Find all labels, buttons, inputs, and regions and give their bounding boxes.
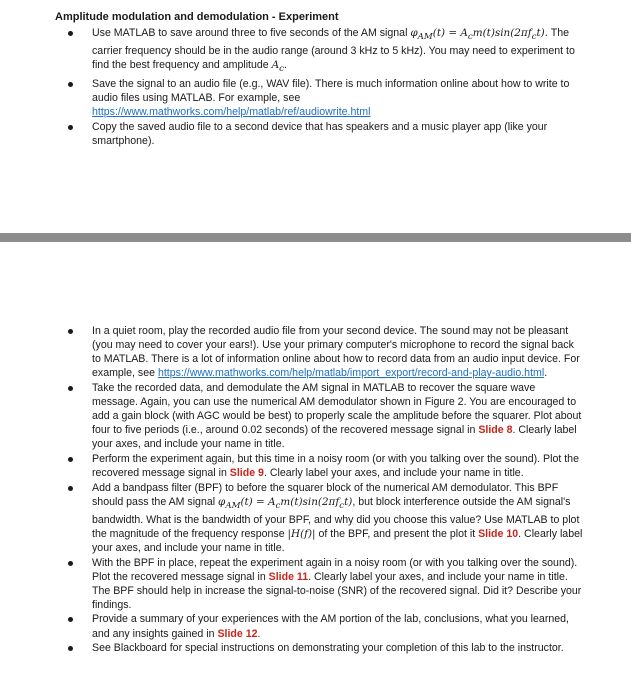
- list-item: Use MATLAB to save around three to five seconds of the AM signal $\varphi_{AM}(t) = A_cm(t)\sin(2\pi f_ct)$. The carrier frequency should be in the audio range (around 3 kHz to 5 kHz). You may need to experiment to find the best frequency and amplitude $A_c$.: [0, 26, 631, 76]
- list-item: Save the signal to an audio file (e.g., WAV file). There is much information online about how to write to audio files using MATLAB. For example, see https://www.mathworks.com/help/matlab/ref/audiowrite.html: [0, 77, 631, 119]
- document-title: Amplitude modulation and demodulation - Experiment: [55, 11, 339, 23]
- list-item: Copy the saved audio file to a second device that has speakers and a music player app (like your smartphone).: [0, 120, 631, 148]
- list-item: Perform the experiment again, but this time in a noisy room (or with you talking over the sound). Plot the recovered message signal in Slide 9. Clearly label your axes, and include your name in title.: [0, 452, 631, 480]
- slide-reference: Slide 11: [268, 570, 309, 583]
- slide-reference: Slide 10: [478, 527, 519, 540]
- amplitude-symbol: $A_c$: [271, 59, 284, 75]
- slide-reference: Slide 8: [478, 424, 513, 437]
- audiowrite-doc-link[interactable]: https://www.mathworks.com/help/matlab/ref/audiowrite.html: [92, 106, 371, 119]
- record-audio-doc-link[interactable]: https://www.mathworks.com/help/matlab/import_export/record-and-play-audio.html: [157, 367, 545, 380]
- list-item: Take the recorded data, and demodulate the AM signal in MATLAB to recover the square wave message. Again, you can use the numerical AM demodulator shown in Figure 2. You are encouraged to add a gain block (with AGC would be best) to properly scale the amplitude before the squarer. Plot about four to five periods (i.e., around 0.02 seconds) of the recovered message signal in Slide 8. Clearly label your axes, and include your name in title.: [0, 381, 631, 451]
- experiment-steps-part-1: [0, 26, 631, 148]
- list-item: Provide a summary of your experiences with the AM portion of the lab, conclusions, what you learned, and any insights gained in Slide 12.: [0, 612, 631, 640]
- am-signal-equation: $\varphi_{AM}(t) = A_cm(t)\sin(2\pi f_ct)$: [218, 495, 353, 511]
- slide-reference: Slide 12: [217, 627, 258, 640]
- slide-reference: Slide 9: [229, 466, 264, 479]
- list-item: In a quiet room, play the recorded audio file from your second device. The sound may not be pleasant (you may need to cover your ears!). Use your primary computer's microphone to record the signal back to MATLAB. There is a lot of information online about how to record data from an audio input device. For example, see https://www.mathworks.com/help/matlab/import_export/record-and-play-audio.html.: [0, 324, 631, 380]
- experiment-steps-part-2: [0, 324, 631, 656]
- am-signal-equation: $\varphi_{AM}(t) = A_cm(t)\sin(2\pi f_ct)$.: [410, 27, 548, 43]
- frequency-response-symbol: |H(f)|: [287, 527, 316, 540]
- list-item: See Blackboard for special instructions on demonstrating your completion of this lab to the instructor.: [0, 641, 631, 655]
- section-divider: [0, 233, 631, 242]
- list-item: With the BPF in place, repeat the experiment again in a noisy room (or with you talking over the sound). Plot the recovered message signal in Slide 11. Clearly label your axes, and include your name in title. The BPF should help in increase the signal-to-noise (SNR) of the recovered signal. Did it? Describe your findings.: [0, 556, 631, 612]
- list-item: Add a bandpass filter (BPF) to before the squarer block of the numerical AM demodulator. This BPF should pass the AM signal $\varphi_{AM}(t) = A_cm(t)\sin(2\pi f_ct)$, but block interference outside the AM signal's bandwidth. What is the bandwidth of your BPF, and why did you choose this value? Use MATLAB to plot the magnitude of the frequency response |H(f)| of the BPF, and present the plot it Slide 10. Clearly label your axes, and include your name in title.: [0, 481, 631, 556]
